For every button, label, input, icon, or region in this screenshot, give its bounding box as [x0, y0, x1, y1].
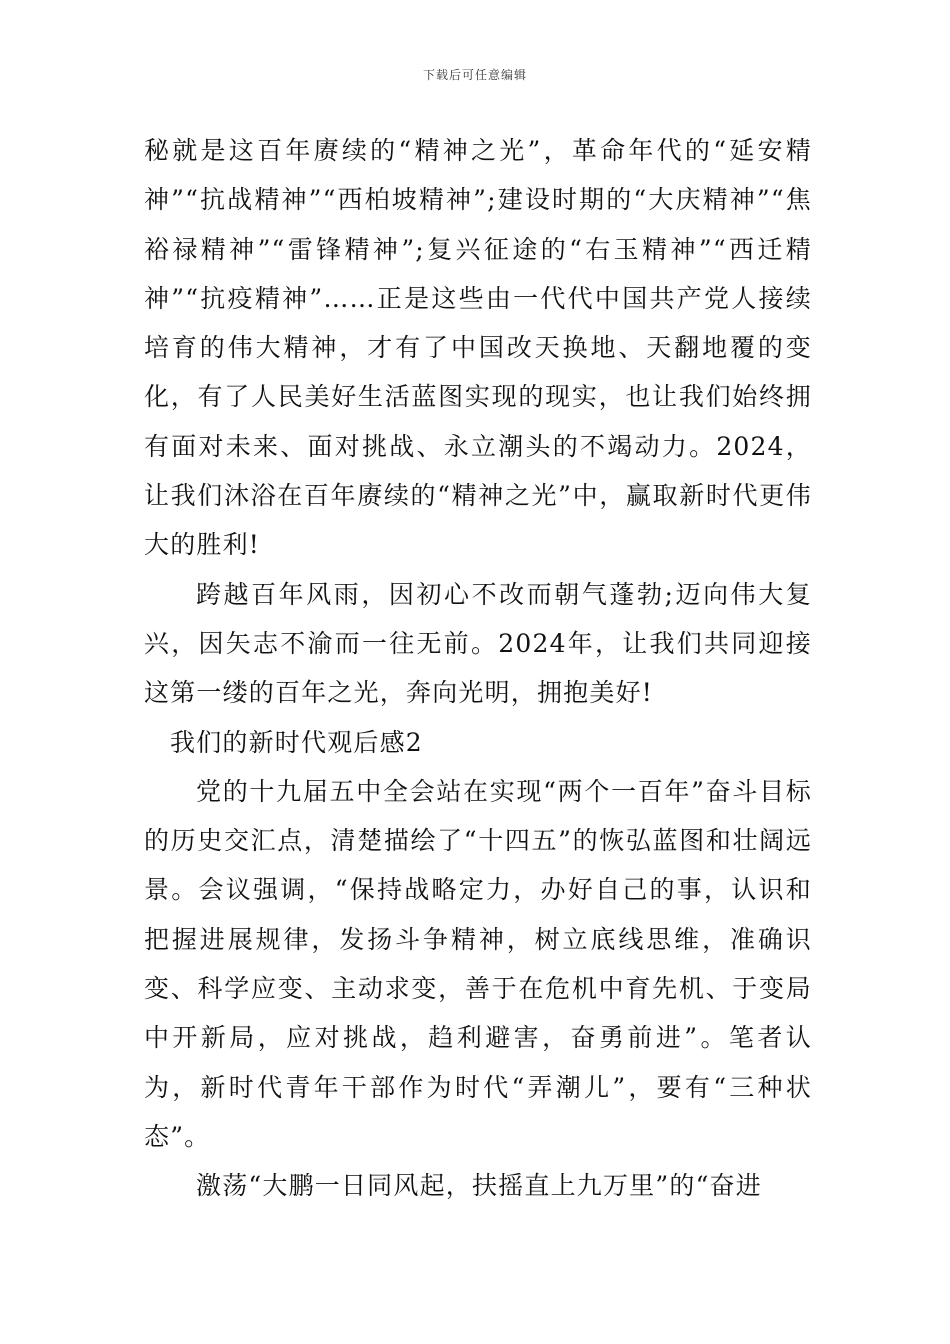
- section-heading: 我们的新时代观后感2: [170, 727, 423, 757]
- paragraph-striving-state: 激荡“大鹏一日同风起，扶摇直上九万里”的“奋进: [196, 1171, 762, 1201]
- paragraph-plenary-session: 党的十九届五中全会站在实现“两个一百年”奋斗目标的历史交汇点，清楚描绘了“十四五”的恢弘蓝图和壮阔远景。会议强调，“保持战略定力，办好自己的事，认识和把握进展规律，发扬斗争精神，树立底线思维，准确识变、科学应变、主动求变，善于在危机中育先机、于变局中开新局，应对挑战，趋利避害，奋勇前进”。笔者认为，新时代青年干部作为时代“弄潮儿”，要有“三种状态”。: [144, 776, 812, 1151]
- document-body: [144, 126, 812, 1211]
- paragraph-spirit-of-light: 秘就是这百年赓续的“精神之光”，革命年代的“延安精神”“抗战精神”“西柏坡精神”;建设时期的“大庆精神”“焦裕禄精神”“雷锋精神”;复兴征途的“右玉精神”“西迁精神”“抗疫精神”……正是这些由一代代中国共产党人接续培育的伟大精神，才有了中国改天换地、天翻地覆的变化，有了人民美好生活蓝图实现的现实，也让我们始终拥有面对未来、面对挑战、永立潮头的不竭动力。2024，让我们沐浴在百年赓续的“精神之光”中，赢取新时代更伟大的胜利!: [144, 136, 812, 560]
- header-note: 下载后可任意编辑: [422, 68, 527, 82]
- paragraph-century-journey: 跨越百年风雨，因初心不改而朝气蓬勃;迈向伟大复兴，因矢志不渝而一往无前。2024年，让我们共同迎接这第一缕的百年之光，奔向光明，拥抱美好!: [144, 579, 812, 708]
